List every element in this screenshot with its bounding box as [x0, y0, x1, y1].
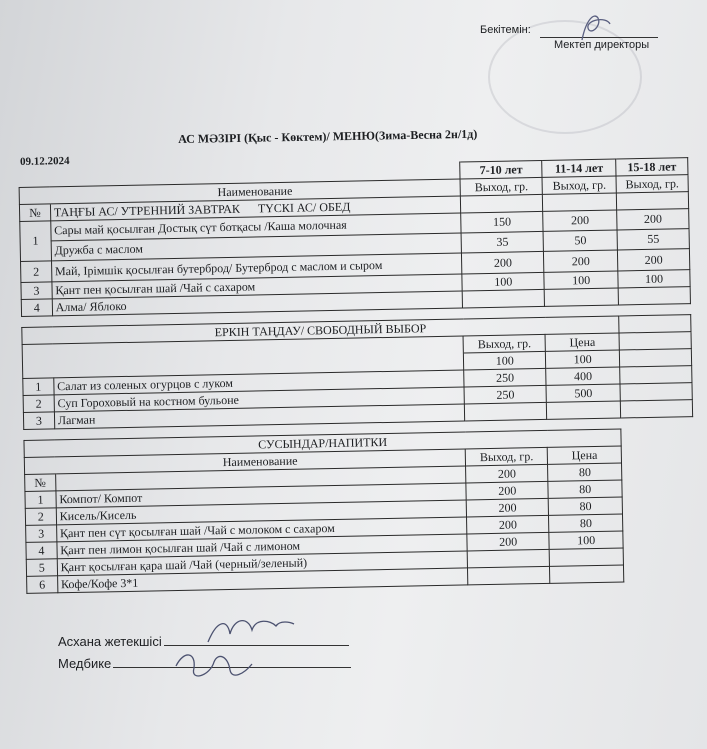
output-value: 200	[466, 464, 548, 483]
output-value: 100	[464, 351, 546, 370]
approve-role: Мектеп директоры	[554, 39, 650, 51]
output-value: 200	[466, 481, 548, 500]
price-value: 80	[549, 514, 623, 532]
num-header: №	[19, 204, 50, 222]
price-value: 100	[546, 350, 620, 368]
price-value: 100	[549, 531, 623, 549]
section-free-choice: ЕРКІН ТАҢДАУ/ СВОБОДНЫЙ ВЫБОР	[22, 316, 619, 344]
page-title: АС МӘЗІРІ (Қыс - Көктем)/ МЕНЮ(Зима-Весна 2н/1д)	[178, 126, 478, 146]
dish-name-line1: Сары май қосылған Достық сүт ботқасы /Каша молочная	[51, 213, 462, 241]
meals-table	[18, 157, 691, 317]
output-value	[544, 288, 618, 306]
price-value: 80	[548, 463, 622, 481]
age-group-7-10: 7-10 лет	[460, 160, 542, 179]
output-value	[618, 287, 690, 305]
row-num: 2	[21, 261, 52, 283]
age-group-15-18: 15-18 лет	[616, 158, 688, 176]
row-num: 2	[23, 395, 54, 413]
output-value: 150	[461, 211, 543, 233]
row-num: 3	[21, 282, 52, 300]
dish-name: Салат из соленых огурцов с луком	[54, 370, 465, 395]
output-header: Выход, гр.	[463, 334, 545, 353]
row-num: 1	[25, 491, 56, 509]
dish-name: Лагман	[54, 404, 465, 429]
row-num: 3	[26, 525, 57, 543]
output-value: 250	[464, 385, 546, 404]
output-value: 200	[467, 515, 549, 534]
section-breakfast: ТАҢҒЫ АС/ УТРЕННИЙ ЗАВТРАК	[53, 201, 240, 219]
output-header-1: Выход, гр.	[460, 177, 542, 196]
row-num: 6	[27, 576, 58, 594]
output-value: 200	[617, 209, 689, 230]
row-num: 1	[23, 378, 54, 396]
output-value: 200	[462, 251, 544, 274]
output-value: 200	[618, 249, 690, 271]
output-value: 250	[464, 368, 546, 387]
price-value: 400	[546, 367, 620, 385]
section-drinks: СУСЫНДАР/НАПИТКИ	[24, 429, 621, 457]
price-header: Цена	[545, 333, 619, 351]
drink-name: Қант пен сүт қосылған шай /Чай с молоком с сахаром	[56, 517, 467, 542]
output-value	[467, 549, 549, 568]
drinks-table	[23, 427, 696, 594]
cook-label: Асхана жетекшісі	[58, 634, 162, 649]
nurse-label: Медбике	[58, 656, 112, 671]
output-header: Выход, гр.	[465, 447, 547, 466]
section-lunch: ТҮСКІ АС/ ОБЕД	[257, 199, 351, 215]
dish-name: Алма/ Яблоко	[52, 291, 463, 316]
approve-label: Бекітемін:	[480, 24, 531, 36]
nurse-signature-icon	[170, 646, 260, 686]
output-value: 200	[544, 250, 618, 272]
output-value: 50	[543, 230, 617, 251]
drink-name: Компот/ Компот	[56, 483, 467, 508]
price-value	[549, 548, 623, 566]
output-value: 100	[462, 272, 544, 291]
output-header-3: Выход, гр.	[616, 175, 688, 193]
drink-name: Қант пен лимон қосылған шай /Чай с лимоном	[57, 534, 468, 559]
menu-date: 09.12.2024	[19, 155, 70, 168]
output-value: 55	[617, 229, 689, 250]
free-choice-table	[21, 314, 693, 430]
age-group-11-14: 11-14 лет	[542, 159, 616, 177]
row-num: 2	[25, 508, 56, 526]
director-signature-icon	[576, 10, 616, 46]
price-value: 80	[548, 497, 622, 515]
output-value: 100	[618, 270, 690, 288]
name-header: Наименование	[55, 449, 466, 474]
dish-name: Май, Ірімшік қосылған бутерброд/ Бутерброд с маслом и сыром	[51, 253, 462, 282]
output-value: 200	[467, 532, 549, 551]
output-value: 35	[461, 231, 543, 253]
drink-name: Кисель/Кисель	[56, 500, 467, 525]
menu-sheet	[18, 143, 696, 594]
output-value	[465, 402, 547, 421]
num-header: №	[25, 474, 56, 492]
row-num: 4	[21, 299, 52, 317]
price-value: 500	[546, 384, 620, 402]
row-num: 5	[26, 559, 57, 577]
output-value: 100	[544, 271, 618, 289]
drink-name: Қант қосылған қара шай /Чай (черный/зеленый)	[57, 551, 468, 576]
price-header: Цена	[547, 446, 621, 464]
row-num: 4	[26, 542, 57, 560]
name-header: Наименование	[50, 179, 461, 204]
row-num: 3	[23, 412, 54, 430]
drink-name: Кофе/Кофе 3*1	[57, 568, 468, 593]
output-value	[462, 289, 544, 308]
price-value: 80	[548, 480, 622, 498]
output-value: 200	[543, 210, 617, 231]
dish-name: Суп Гороховый на костном бульоне	[54, 387, 465, 412]
dish-name-line2: Дружба с маслом	[51, 233, 462, 261]
row-num: 1	[20, 221, 52, 262]
output-header-2: Выход, гр.	[542, 176, 616, 194]
price-value	[547, 401, 621, 419]
output-value: 200	[466, 498, 548, 517]
dish-name: Қант пен қосылған шай /Чай с сахаром	[52, 274, 463, 299]
